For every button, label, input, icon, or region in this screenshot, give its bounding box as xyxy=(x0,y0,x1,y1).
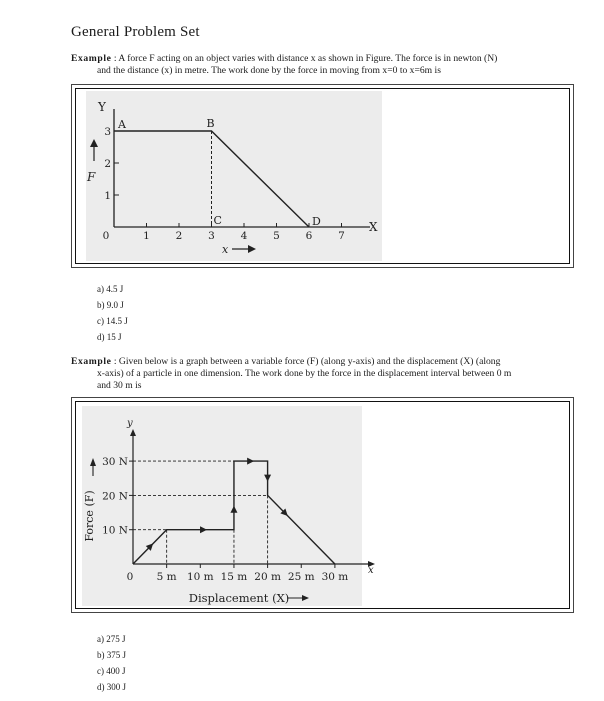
x-tick-label: 25 m xyxy=(287,571,315,583)
x-tick-label: 15 m xyxy=(220,571,248,583)
figure-1-chart xyxy=(72,85,575,269)
figure-1-frame xyxy=(71,84,574,268)
x-quantity-label: Displacement (X) xyxy=(188,591,290,605)
question-1-text xyxy=(71,53,579,77)
y-tick-label: 3 xyxy=(104,126,111,138)
origin-label: 0 xyxy=(126,571,134,583)
x-quantity-label: x xyxy=(222,243,229,256)
question-1-options xyxy=(97,281,128,345)
origin-label: 0 xyxy=(102,230,110,242)
page-title: General Problem Set xyxy=(71,24,200,40)
question-2-line2: x-axis) of a particle in one dimension. The work done by the force in the displacement interval between 0 m xyxy=(97,368,512,379)
x-tick-label: 10 m xyxy=(186,571,214,583)
option-2a[interactable]: a) 275 J xyxy=(97,634,126,644)
option-1b[interactable]: b) 9.0 J xyxy=(97,300,124,310)
question-2-label: Example xyxy=(71,356,112,367)
x-tick-label: 6 xyxy=(305,230,313,242)
question-2-options xyxy=(97,631,126,695)
y-quantity-label: Force (F) xyxy=(83,490,96,542)
option-2b[interactable]: b) 375 J xyxy=(97,650,126,660)
point-label-a: A xyxy=(118,118,126,131)
x-tick-label: 5 xyxy=(273,230,280,242)
x-axis-name: X xyxy=(369,220,378,234)
point-label-b: B xyxy=(206,117,215,130)
x-tick-label: 1 xyxy=(143,230,150,242)
x-tick-label: 4 xyxy=(240,230,248,242)
option-2c[interactable]: c) 400 J xyxy=(97,666,126,676)
option-1c[interactable]: c) 14.5 J xyxy=(97,316,128,326)
y-tick-label: 1 xyxy=(104,190,111,202)
x-tick-label: 3 xyxy=(208,230,215,242)
y-tick-label: 2 xyxy=(104,158,111,170)
question-1-label: Example xyxy=(71,53,112,64)
x-tick-label: 7 xyxy=(338,230,345,242)
y-tick-label: 20 N xyxy=(102,490,128,503)
x-tick-label: 30 m xyxy=(321,571,349,583)
x-tick-label: 5 m xyxy=(156,571,177,583)
y-tick-label: 10 N xyxy=(102,524,128,537)
point-label-d: D xyxy=(312,215,321,228)
question-2-line3: and 30 m is xyxy=(97,380,142,391)
figure-2-frame xyxy=(71,397,574,613)
y-axis-name: y xyxy=(127,418,133,429)
x-axis-name: x xyxy=(368,565,374,576)
x-tick-label: 2 xyxy=(175,230,183,242)
option-1d[interactable]: d) 15 J xyxy=(97,332,122,342)
y-tick-label: 30 N xyxy=(102,456,128,469)
question-1-line2: and the distance (x) in metre. The work done by the force in moving from x=0 to x=6m is xyxy=(97,65,441,76)
y-axis-name: Y xyxy=(98,100,106,114)
option-1a[interactable]: a) 4.5 J xyxy=(97,284,124,294)
x-tick-label: 20 m xyxy=(254,571,281,583)
y-quantity-label: F xyxy=(87,170,96,184)
figure-2-chart xyxy=(72,398,575,614)
question-2-line1: : Given below is a graph between a variable force (F) (along y-axis) and the displacement (X) (along xyxy=(113,356,501,367)
question-1-line1: : A force F acting on an object varies with distance x as shown in Figure. The force is in newton (N) xyxy=(113,53,498,64)
point-label-c: C xyxy=(213,214,222,227)
option-2d[interactable]: d) 300 J xyxy=(97,682,126,692)
question-2-text xyxy=(71,356,579,392)
